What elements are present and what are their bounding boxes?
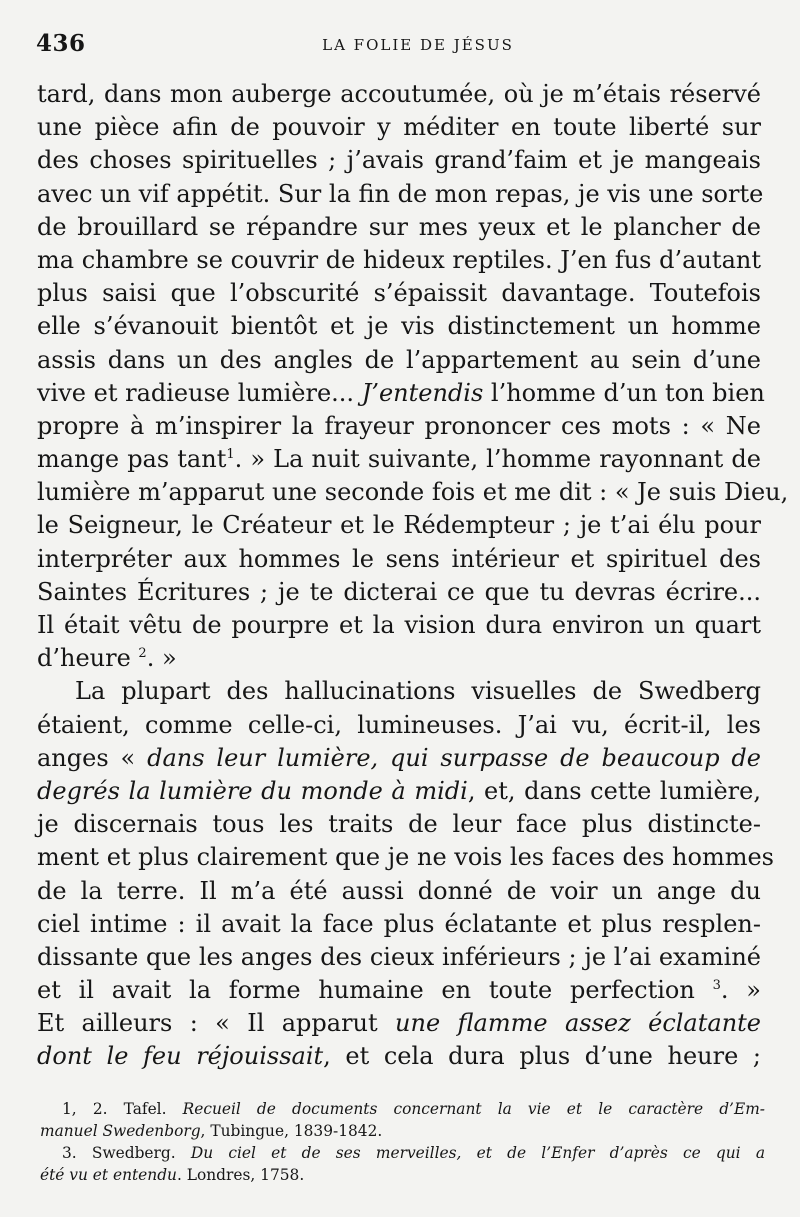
footnote-ref: 2 <box>138 646 147 662</box>
italic-segment: Recueil de documents concernant la vie et le caractère d’Em- <box>182 1100 765 1118</box>
text-line: propre à m’inspirer la frayeur prononcer ces mots : « Ne <box>37 411 761 440</box>
footnotes <box>40 1098 765 1186</box>
page-header <box>36 30 760 66</box>
text-segment: , et, dans cette lumière, <box>467 776 761 805</box>
text-line: étaient, comme celle-ci, lumineuses. J’ai vu, écrit-il, les <box>37 710 761 739</box>
text-line: La plupart des hallucinations visuelles de Swedberg <box>75 677 761 706</box>
text-segment: . Londres, 1758. <box>176 1166 305 1184</box>
text-line: ciel intime : il avait la face plus éclatante et plus resplen- <box>37 909 761 938</box>
italic-segment: degrés la lumière du monde à midi <box>37 776 468 805</box>
italic-segment: dont le feu réjouissait <box>37 1042 324 1071</box>
footnote-marker: 3. Swedberg. <box>62 1144 191 1162</box>
text-line: je discernais tous les traits de leur face plus distincte- <box>37 810 761 839</box>
text-line: assis dans un des angles de l’appartement au sein d’une <box>37 345 761 374</box>
italic-segment: manuel Swedenborg <box>40 1122 201 1140</box>
text-line <box>37 742 761 775</box>
text-line: Saintes Écritures ; je te dicterai ce que tu devras écrire... <box>37 577 761 606</box>
italic-segment: été vu et entendu <box>40 1166 177 1184</box>
text-line: une pièce afin de pouvoir y méditer en toute liberté sur <box>37 113 761 142</box>
text-segment: , Tubingue, 1839-1842. <box>200 1122 383 1140</box>
text-segment: et il avait la forme humaine en toute perfection <box>37 976 713 1005</box>
footnote-line <box>40 1120 765 1142</box>
text-line: plus saisi que l’obscurité s’épaissit davantage. Toutefois <box>37 279 761 308</box>
text-line <box>37 974 761 1007</box>
text-line: ment et plus clairement que je ne vois les faces des hommes <box>37 843 774 872</box>
footnote-ref: 3 <box>712 978 721 994</box>
text-line <box>37 443 761 476</box>
text-line: tard, dans mon auberge accoutumée, où je m’étais réservé <box>37 80 761 108</box>
footnote-ref: 1 <box>226 447 235 463</box>
text-line: de brouillard se répandre sur mes yeux et le plancher de <box>37 212 761 241</box>
italic-segment: une flamme assez éclatante <box>395 1009 761 1038</box>
text-line: de la terre. Il m’a été aussi donné de voir un ange du <box>37 876 761 905</box>
text-line: elle s’évanouit bientôt et je vis distinctement un homme <box>37 312 761 341</box>
text-segment: l’homme d’un ton bien <box>483 378 765 407</box>
footnote-line <box>40 1164 765 1186</box>
text-line <box>37 775 761 808</box>
text-segment: d’heure <box>37 644 139 673</box>
page-number: 436 <box>36 30 86 57</box>
text-segment: vive et radieuse lumière... <box>37 378 362 407</box>
text-segment: , et cela dura plus d’une heure ; <box>323 1042 761 1071</box>
running-title: LA FOLIE DE JÉSUS <box>322 36 514 54</box>
text-segment: . » <box>146 644 177 673</box>
italic-segment: dans leur lumière, qui surpasse de beaucoup de <box>147 743 761 772</box>
footnote-marker: 1, 2. Tafel. <box>62 1100 183 1118</box>
text-segment: . » La nuit suivante, l’homme rayonnant de <box>234 445 761 474</box>
body-text <box>37 78 789 1074</box>
text-line <box>37 1040 761 1073</box>
footnote-line <box>40 1142 765 1164</box>
text-segment: . » <box>720 976 761 1005</box>
text-line: interpréter aux hommes le sens intérieur et spirituel des <box>37 544 761 573</box>
text-line: Il était vêtu de pourpre et la vision dura environ un quart <box>37 611 761 639</box>
text-line: ma chambre se couvrir de hideux reptiles. J’en fus d’autant <box>37 245 761 274</box>
text-line: lumière m’apparut une seconde fois et me dit : « Je suis Dieu, <box>37 478 789 507</box>
text-segment: anges « <box>37 743 148 772</box>
text-line: le Seigneur, le Créateur et le Rédempteur ; je t’ai élu pour <box>37 511 761 540</box>
text-line <box>37 642 761 675</box>
footnote-line <box>40 1098 765 1120</box>
italic-segment: J’entendis <box>361 378 484 407</box>
text-segment: mange pas tant <box>37 445 227 474</box>
text-segment: Et ailleurs : « Il apparut <box>37 1009 396 1038</box>
text-line <box>37 377 765 410</box>
text-line: des choses spirituelles ; j’avais grand’faim et je mangeais <box>37 146 761 175</box>
text-line: avec un vif appétit. Sur la fin de mon repas, je vis une sorte <box>37 179 764 208</box>
text-line: dissante que les anges des cieux inférieurs ; je l’ai examiné <box>37 942 761 971</box>
italic-segment: Du ciel et de ses merveilles, et de l’Enfer d’après ce qui a <box>190 1144 765 1162</box>
text-line <box>37 1007 761 1040</box>
